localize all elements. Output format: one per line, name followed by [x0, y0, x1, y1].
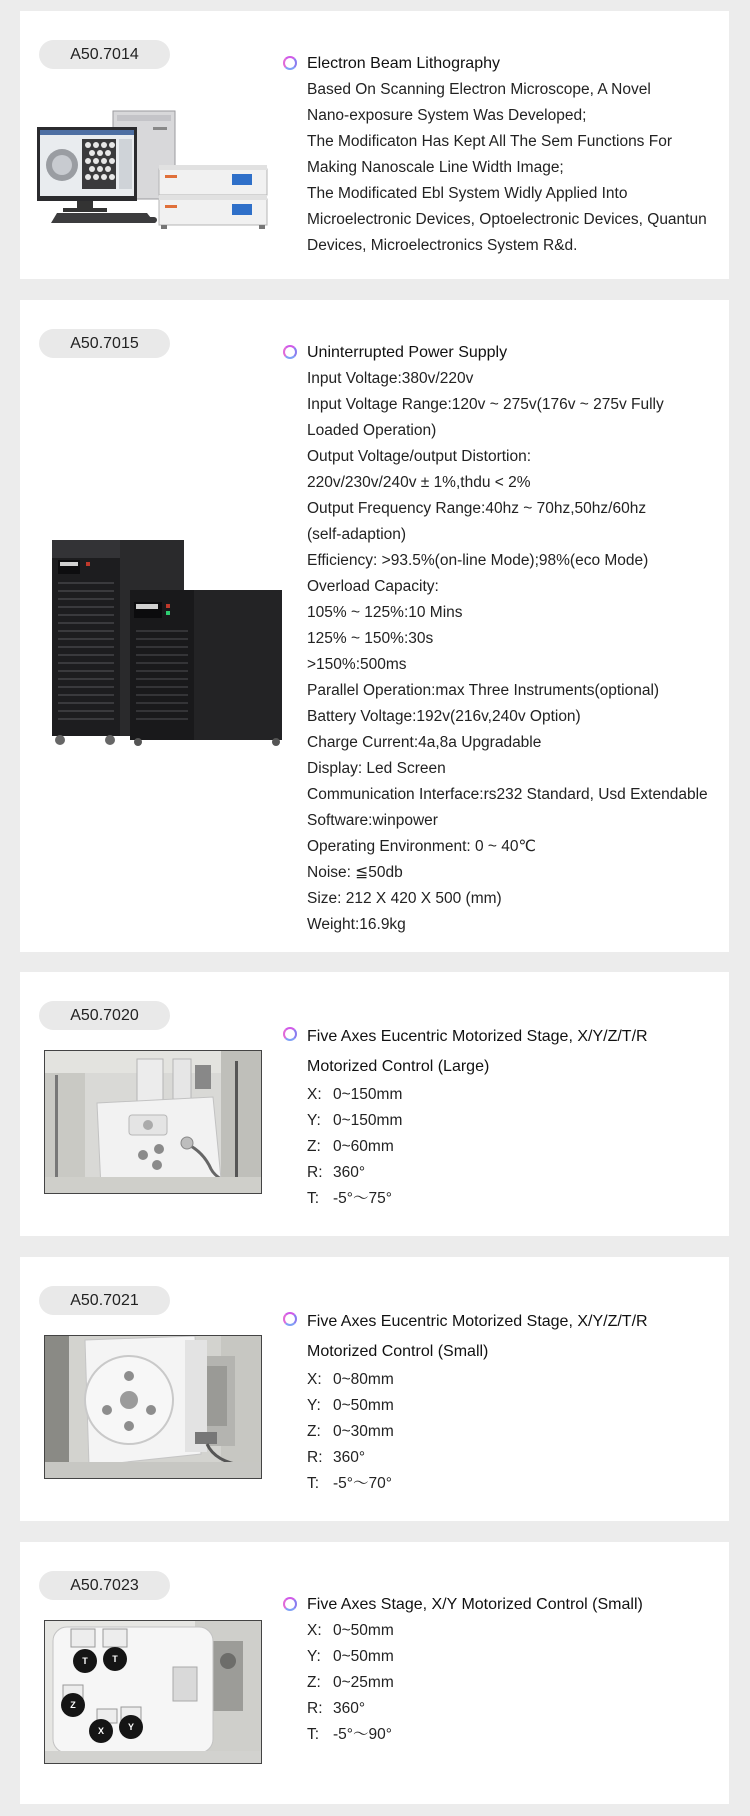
stage-large-photo — [44, 1050, 262, 1194]
axis-value: 360° — [333, 1164, 366, 1181]
spec-line: Input Voltage:380v/220v — [307, 370, 474, 387]
spec-line: Software:winpower — [307, 812, 438, 829]
axis-label: R: — [307, 1700, 323, 1717]
axis-label: R: — [307, 1164, 323, 1181]
stage-small-photo — [44, 1335, 262, 1479]
spec-row — [307, 1471, 727, 1497]
product-card-a50-7023 — [20, 1542, 729, 1804]
axis-value: 360° — [333, 1449, 366, 1466]
product-description — [307, 1307, 727, 1497]
knob-label-t: T — [82, 1656, 88, 1666]
bullet-ring-icon — [283, 345, 297, 359]
spec-line: Battery Voltage:192v(216v,240v Option) — [307, 708, 581, 725]
spec-line: Display: Led Screen — [307, 760, 446, 777]
spec-line: 125% ~ 150%:30s — [307, 630, 434, 647]
bullet-ring-icon — [283, 1312, 297, 1326]
spec-line: Loaded Operation) — [307, 422, 437, 439]
description-line: Nano-exposure System Was Developed; — [307, 107, 587, 124]
axis-label: X: — [307, 1622, 322, 1639]
spec-row — [307, 1108, 727, 1134]
product-title: Electron Beam Lithography — [307, 55, 500, 72]
product-title-line: Five Axes Eucentric Motorized Stage, X/Y/Z/T/R — [307, 1028, 648, 1045]
axis-value: -5°～70° — [333, 1475, 392, 1492]
product-title: Five Axes Stage, X/Y Motorized Control (Small) — [307, 1596, 643, 1613]
axis-value: 0~80mm — [333, 1371, 394, 1388]
product-card-a50-7014 — [20, 11, 729, 279]
axis-value: 360° — [333, 1700, 366, 1717]
axis-value: 0~50mm — [333, 1397, 394, 1414]
product-code-pill: A50.7021 — [39, 1286, 170, 1315]
product-title-line: Motorized Control (Large) — [307, 1058, 490, 1075]
bullet-ring-icon — [283, 1027, 297, 1041]
spec-line: Input Voltage Range:120v ~ 275v(176v ~ 275v Fully — [307, 396, 664, 413]
product-card-a50-7015 — [20, 300, 729, 952]
description-line: Devices, Microelectronics System R&d. — [307, 237, 578, 254]
spec-row — [307, 1082, 727, 1108]
spec-row — [307, 1134, 727, 1160]
spec-line: 105% ~ 125%:10 Mins — [307, 604, 463, 621]
axis-value: -5°～90° — [333, 1726, 392, 1743]
axis-label: X: — [307, 1086, 322, 1103]
product-card-a50-7021 — [20, 1257, 729, 1521]
spec-row — [307, 1160, 727, 1186]
axis-value: 0~50mm — [333, 1622, 394, 1639]
spec-row — [307, 1644, 727, 1670]
axis-value: 0~50mm — [333, 1648, 394, 1665]
spec-row — [307, 1419, 727, 1445]
spec-row — [307, 1445, 727, 1471]
ebl-system-image — [27, 107, 273, 237]
spec-line: Output Frequency Range:40hz ~ 70hz,50hz/60hz — [307, 500, 647, 517]
knob-label-x: X — [97, 1726, 105, 1736]
axis-label: Z: — [307, 1423, 321, 1440]
spec-line: >150%:500ms — [307, 656, 407, 673]
spec-row — [307, 1696, 727, 1722]
product-title-line: Motorized Control (Small) — [307, 1343, 489, 1360]
spec-line: Charge Current:4a,8a Upgradable — [307, 734, 542, 751]
spec-line: 220v/230v/240v ± 1%,thdu < 2% — [307, 474, 531, 491]
axis-value: 0~60mm — [333, 1138, 394, 1155]
description-line: The Modificaton Has Kept All The Sem Functions For — [307, 133, 672, 150]
spec-line: Overload Capacity: — [307, 578, 439, 595]
spec-line: Noise: ≦50db — [307, 864, 403, 881]
product-description — [307, 51, 727, 259]
axis-label: Z: — [307, 1138, 321, 1155]
knob-label-y: Y — [127, 1722, 135, 1732]
spec-line: Size: 212 X 420 X 500 (mm) — [307, 890, 502, 907]
product-description — [307, 1022, 727, 1212]
ups-image — [50, 538, 286, 748]
spec-row — [307, 1367, 727, 1393]
spec-row — [307, 1393, 727, 1419]
spec-row — [307, 1186, 727, 1212]
stage-xy-photo — [44, 1620, 262, 1764]
product-code-pill: A50.7014 — [39, 40, 170, 69]
spec-line: Parallel Operation:max Three Instruments(optional) — [307, 682, 660, 699]
product-description — [307, 340, 727, 938]
axis-label: Y: — [307, 1648, 321, 1665]
spec-line: Output Voltage/output Distortion: — [307, 448, 532, 465]
axis-label: T: — [307, 1475, 320, 1492]
product-title-line: Five Axes Eucentric Motorized Stage, X/Y/Z/T/R — [307, 1313, 648, 1330]
product-code-pill: A50.7023 — [39, 1571, 170, 1600]
description-line: Based On Scanning Electron Microscope, A Novel — [307, 81, 651, 98]
product-title: Uninterrupted Power Supply — [307, 344, 508, 361]
axis-value: -5°～75° — [333, 1190, 392, 1207]
axis-label: Y: — [307, 1112, 321, 1129]
product-card-a50-7020 — [20, 972, 729, 1236]
spec-line: Efficiency: >93.5%(on-line Mode);98%(eco Mode) — [307, 552, 649, 569]
knob-label-z: Z — [70, 1700, 76, 1710]
spec-line: Weight:16.9kg — [307, 916, 406, 933]
product-code-pill: A50.7020 — [39, 1001, 170, 1030]
description-line: Microelectronic Devices, Optoelectronic Devices, Quantun — [307, 211, 707, 228]
axis-label: X: — [307, 1371, 322, 1388]
axis-label: T: — [307, 1190, 320, 1207]
axis-label: Y: — [307, 1397, 321, 1414]
spec-row — [307, 1722, 727, 1748]
axis-value: 0~150mm — [333, 1086, 403, 1103]
knob-label-t: T — [112, 1654, 118, 1664]
axis-value: 0~30mm — [333, 1423, 394, 1440]
description-line: The Modificated Ebl System Widly Applied Into — [307, 185, 628, 202]
spec-line: Operating Environment: 0 ~ 40℃ — [307, 838, 536, 855]
axis-label: R: — [307, 1449, 323, 1466]
product-code-pill: A50.7015 — [39, 329, 170, 358]
description-line: Making Nanoscale Line Width Image; — [307, 159, 564, 176]
spec-line: (self-adaption) — [307, 526, 407, 543]
spec-line: Communication Interface:rs232 Standard, Usd Extendable — [307, 786, 708, 803]
spec-row — [307, 1618, 727, 1644]
bullet-ring-icon — [283, 56, 297, 70]
spec-row — [307, 1670, 727, 1696]
axis-value: 0~25mm — [333, 1674, 394, 1691]
axis-label: T: — [307, 1726, 320, 1743]
axis-value: 0~150mm — [333, 1112, 403, 1129]
axis-label: Z: — [307, 1674, 321, 1691]
bullet-ring-icon — [283, 1597, 297, 1611]
product-description — [307, 1592, 727, 1748]
